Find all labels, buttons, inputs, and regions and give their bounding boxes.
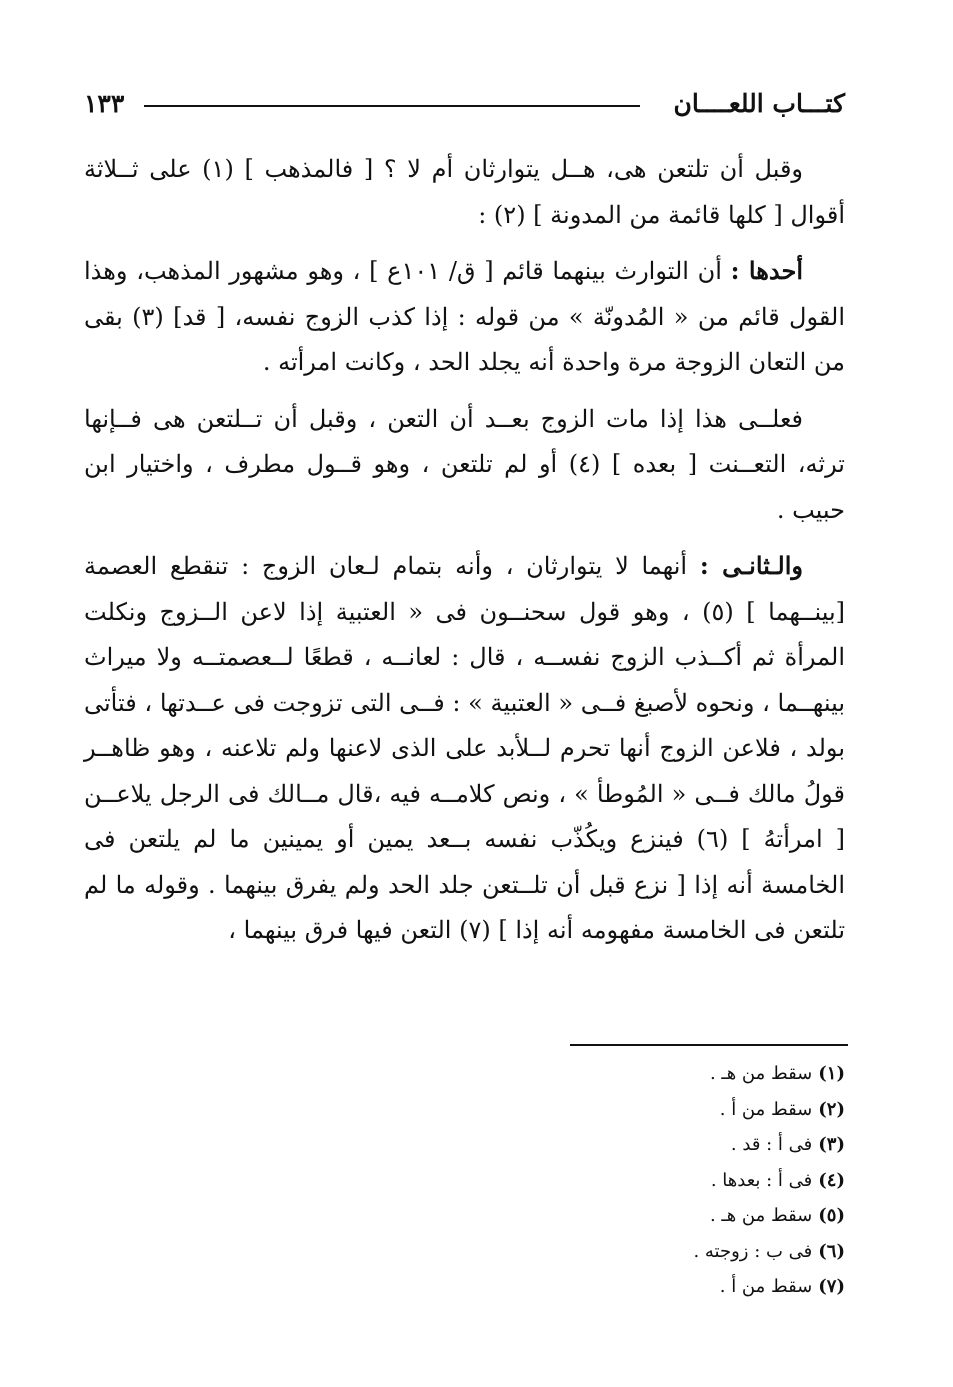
- paragraph: [84, 396, 845, 534]
- footnote-text: فى ب : زوجته .: [693, 1240, 813, 1262]
- paragraph-lead: والـثانـى :: [699, 551, 803, 580]
- footnote: [545, 1163, 845, 1199]
- footnote-number: (٧): [818, 1276, 845, 1297]
- footnote-number: (٦): [818, 1240, 845, 1262]
- footnote-text: سقط من هـ .: [709, 1205, 813, 1226]
- footnote-text: فى أ : قد .: [730, 1134, 813, 1155]
- footnote: [545, 1127, 845, 1163]
- footnote-text: سقط من أ .: [719, 1098, 813, 1120]
- page-header: [84, 86, 845, 130]
- footnote-number: (٢): [818, 1098, 845, 1120]
- footnote-number: (١): [818, 1063, 845, 1084]
- paragraph-text: فعلــى هذا إذا مات الزوج بعــد أن التعن ، وقبل أن تــلتعن هى فــإنها ترثه، التعــنت [ بعده ] (٤) أو لم تلتعن ، وهو قــول مطرف ، واختيار ابن حبيب .: [84, 404, 845, 524]
- footnote-number: (٥): [818, 1205, 845, 1226]
- header-rule: [144, 105, 640, 107]
- page-number: ١٣٣: [84, 89, 125, 118]
- footnote: [545, 1092, 845, 1128]
- footnote: [545, 1198, 845, 1234]
- chapter-title: كتـــاب اللعــــان: [673, 89, 845, 118]
- footnote: [545, 1056, 845, 1092]
- footnote: [545, 1234, 845, 1270]
- footnote-text: فى أ : بعدها .: [710, 1169, 813, 1191]
- main-text: [84, 146, 845, 964]
- paragraph-text: وقبل أن تلتعن هى، هــل يتوارثان أم لا ؟ [ فالمذهب ] (١) على ثــلاثة أقوال [ كلها قائمة من المدونة ] (٢) :: [84, 155, 845, 229]
- paragraph: [84, 543, 845, 954]
- footnotes: [545, 1056, 845, 1305]
- footnote: [545, 1269, 845, 1305]
- paragraph-text: أن التوارث بينهما قائم [ ق/ ١٠١ع ] ، وهو مشهور المذهب، وهذا القول قائم من « المُدونّة » من قوله : إذا كذب الزوج نفسه، [ قد] (٣) بقى من التعان الزوجة مرة واحدة أنه يجلد الحد ، وكانت امرأته .: [84, 257, 845, 376]
- paragraph: [84, 146, 845, 238]
- paragraph-text: أنهما لا يتوارثان ، وأنه بتمام لـعان الزوج : تنقطع العصمة [بينــهما ] (٥) ، وهو قول سحنــون فى « العتبية إذا لاعن الــزوج ونكلت المرأة ثم أكــذب الزوج نفســه ، قال : لعانــه ، قطعًا لــعصمتــه ولا ميراث بينهــما ، ونحوه لأصبغ فــى « العتبية » : فــى التى تزوجت فى عــدتها ، فتأتى بولد ، فلاعن الزوج أنها تحرم لــلأبد على الذى لاعنها ولم تلاعنه ، وهو ظاهــر قولُ مالك فــى « المُوطأ » ، ونص كلامــه فيه ،قال مــالك فى الرجل يلاعــن [ امرأتهُ ] (٦) فينزع ويكُذّب نفسه بــعد يمين أو يمينين ما لم يلتعن فى الخامسة أنه إذا [ نزع قبل أن تلــتعن جلد الحد ولم يفرق بينهما . وقوله ما لم تلتعن فى الخامسة مفهومه أنه إذا ] (٧) التعن فيها فرق بينهما ،: [84, 552, 845, 944]
- footnote-text: سقط من هـ .: [709, 1063, 813, 1084]
- footnote-number: (٤): [818, 1169, 845, 1191]
- footnote-separator: [570, 1044, 848, 1046]
- footnote-text: سقط من أ .: [719, 1276, 813, 1297]
- footnote-number: (٣): [818, 1134, 845, 1155]
- paragraph: [84, 248, 845, 386]
- paragraph-lead: أحدها :: [730, 256, 803, 285]
